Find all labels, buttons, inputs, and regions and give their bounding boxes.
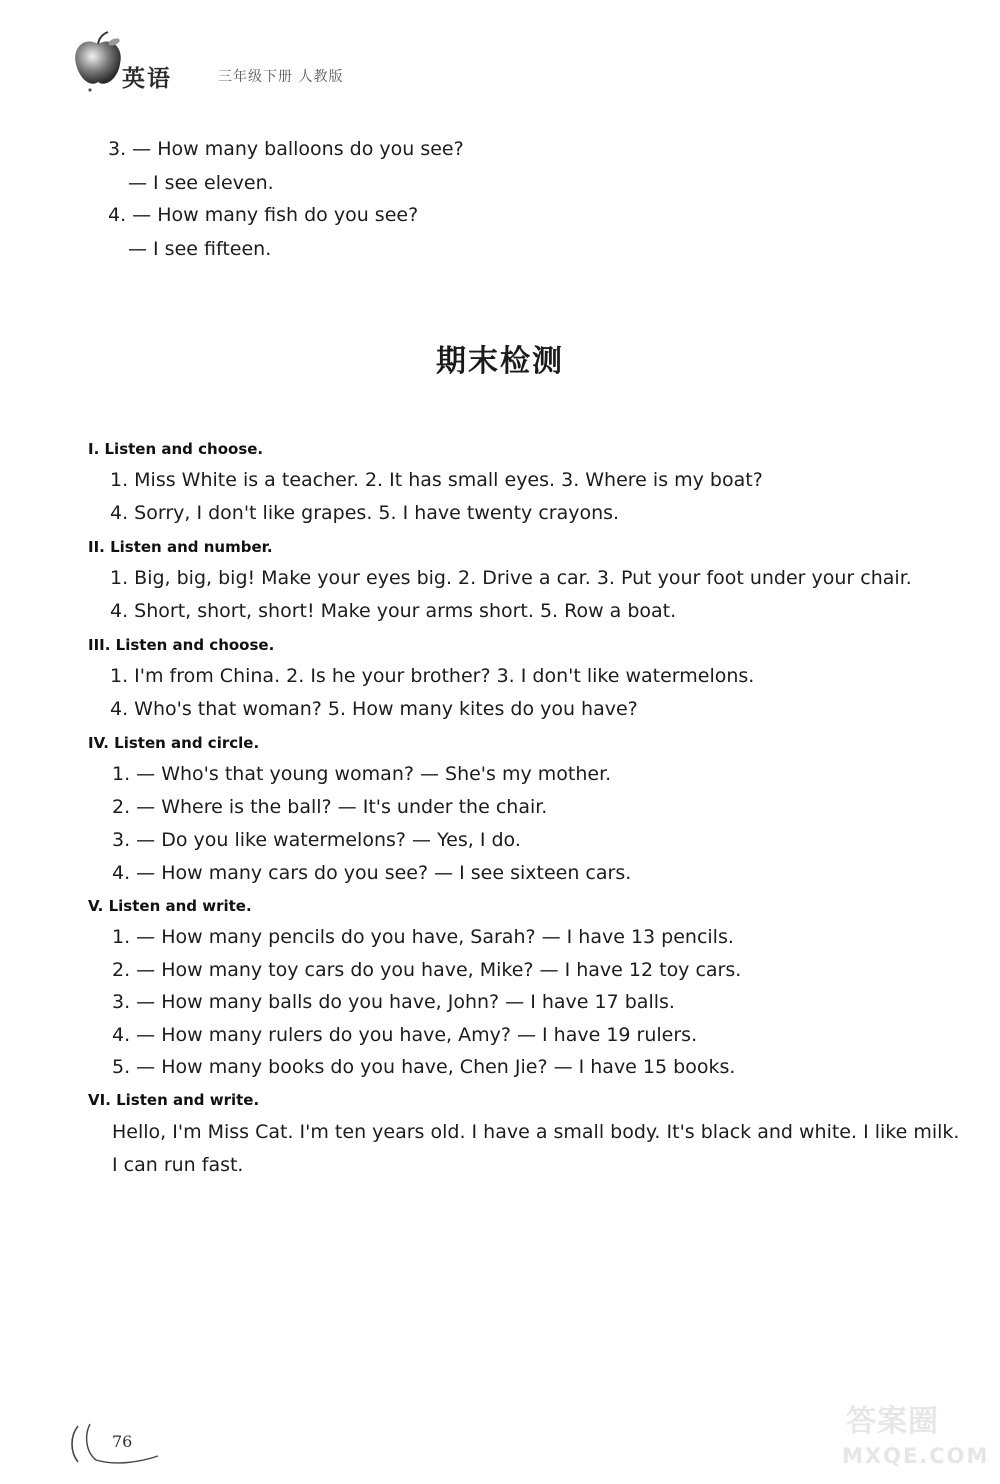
section-heading: IV. Listen and circle. <box>88 734 260 752</box>
section-line: 1. — How many pencils do you have, Sarah? — I have 13 pencils. <box>112 926 734 948</box>
dialogue-question: 4. — How many fish do you see? <box>108 204 419 226</box>
watermark-logo <box>838 1396 990 1476</box>
section-line: 1. — Who's that young woman? — She's my mother. <box>112 763 612 785</box>
section-line: 4. Short, short, short! Make your arms short. 5. Row a boat. <box>110 600 677 622</box>
section-line: 3. — How many balls do you have, John? — I have 17 balls. <box>112 991 675 1013</box>
dialogue-question: 3. — How many balloons do you see? <box>108 138 464 160</box>
section-line: 2. — Where is the ball? — It's under the chair. <box>112 796 548 818</box>
section-heading: I. Listen and choose. <box>88 440 264 458</box>
page-header <box>70 30 470 100</box>
section-line: I can run fast. <box>112 1154 244 1176</box>
section-line: 4. — How many cars do you see? — I see sixteen cars. <box>112 862 632 884</box>
section-line: 4. Who's that woman? 5. How many kites do you have? <box>110 698 638 720</box>
section-line: 4. Sorry, I don't like grapes. 5. I have twenty crayons. <box>110 502 620 524</box>
section-line: 5. — How many books do you have, Chen Jie? — I have 15 books. <box>112 1056 736 1078</box>
apple-logo-icon <box>70 30 126 92</box>
section-line: 3. — Do you like watermelons? — Yes, I do. <box>112 829 521 851</box>
dialogue-answer: — I see eleven. <box>128 172 274 194</box>
section-heading: III. Listen and choose. <box>88 636 275 654</box>
edition-label: 三年级下册 人教版 <box>218 69 344 85</box>
page-title: 期末检测 <box>436 344 564 379</box>
watermark-text-top: 答案圈 <box>846 1404 939 1439</box>
section-line: 1. I'm from China. 2. Is he your brother? 3. I don't like watermelons. <box>110 665 755 687</box>
section-line: Hello, I'm Miss Cat. I'm ten years old. I have a small body. It's black and white. I like milk. <box>112 1121 960 1143</box>
section-line: 1. Big, big, big! Make your eyes big. 2. Drive a car. 3. Put your foot under your chair. <box>110 567 912 589</box>
subject-label: 英语 <box>122 66 172 92</box>
watermark-text-bottom: MXQE.COM <box>842 1444 990 1468</box>
dialogue-answer: — I see fifteen. <box>128 238 272 260</box>
section-line: 2. — How many toy cars do you have, Mike? — I have 12 toy cars. <box>112 959 742 981</box>
section-line: 4. — How many rulers do you have, Amy? — I have 19 rulers. <box>112 1024 698 1046</box>
section-heading: II. Listen and number. <box>88 538 273 556</box>
page-number: 76 <box>112 1432 133 1451</box>
page-footer <box>66 1420 166 1464</box>
section-line: 1. Miss White is a teacher. 2. It has small eyes. 3. Where is my boat? <box>110 469 763 491</box>
section-heading: V. Listen and write. <box>88 897 252 915</box>
section-heading: VI. Listen and write. <box>88 1091 260 1109</box>
